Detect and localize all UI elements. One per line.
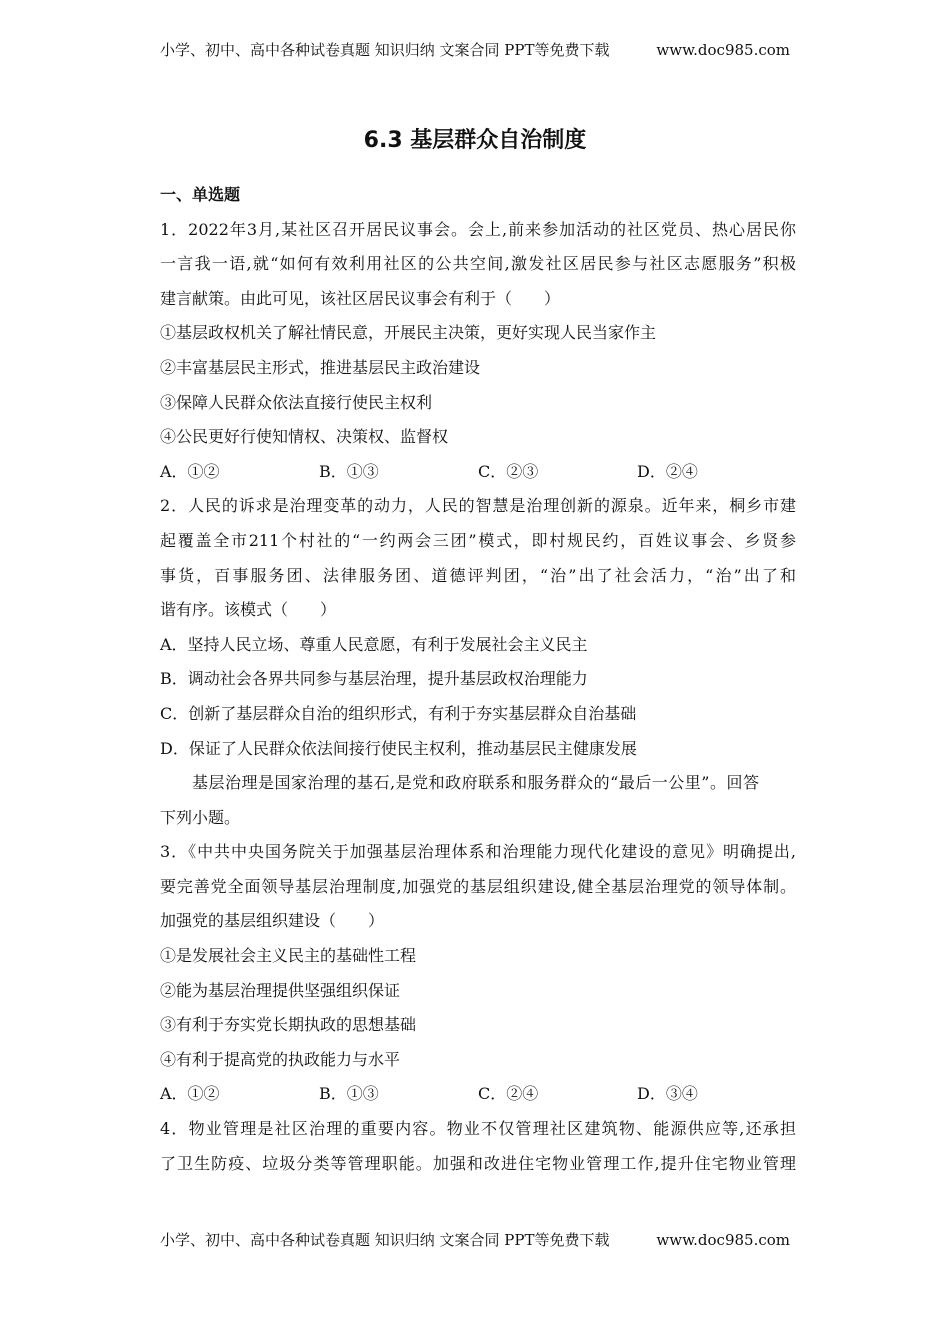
question-2-line: 2．人民的诉求是治理变革的动力，人民的智慧是治理创新的源泉。近年来，桐乡市建 [160,496,796,516]
option-d: D．③④ [637,1084,698,1104]
question-2-line: 事货，百事服务团、法律服务团、道德评判团，“治”出了社会活力，“治”出了和 [160,565,796,585]
option-b: B．调动社会各界共同参与基层治理，提升基层政权治理能力 [160,669,588,689]
question-3-item: ①是发展社会主义民主的基础性工程 [160,946,417,966]
question-3-item: ②能为基层治理提供坚强组织保证 [160,980,401,1000]
intro-line: 下列小题。 [160,807,241,827]
question-3-line: 加强党的基层组织建设（ ） [160,911,385,931]
question-3-item: ④有利于提高党的执政能力与水平 [160,1049,401,1069]
page-footer [160,1230,790,1250]
question-1-line: 建言献策。由此可见，该社区居民议事会有利于（ ） [160,288,561,308]
question-4-line: 了卫生防疫、垃圾分类等管理职能。加强和改进住宅物业管理工作,提升住宅物业管理 [160,1153,796,1173]
header-url[interactable]: www.doc985.com [656,41,790,59]
question-1-line: 1．2022年3月,某社区召开居民议事会。会上,前来参加活动的社区党员、热心居民你 [160,219,796,239]
intro-line: 基层治理是国家治理的基石,是党和政府联系和服务群众的“最后一公里”。回答 [192,773,760,793]
question-2-line: 起覆盖全市211个村社的“一约两会三团”模式，即村规民约，百姓议事会、乡贤参 [160,530,796,550]
question-1-item: ③保障人民群众依法直接行使民主权利 [160,392,433,412]
question-1-item: ④公民更好行使知情权、决策权、监督权 [160,427,449,447]
question-1-line: 一言我一语,就“如何有效利用社区的公共空间,激发社区居民参与社区志愿服务”积极 [160,254,796,274]
question-3-item: ③有利于夯实党长期执政的思想基础 [160,1015,417,1035]
option-d: D．保证了人民群众依法间接行使民主权利，推动基层民主健康发展 [160,738,637,758]
question-3-line: 要完善党全面领导基层治理制度,加强党的基层组织建设,健全基层治理党的领导体制。 [160,876,796,896]
question-3 [160,835,796,1112]
footer-text: 小学、初中、高中各种试卷真题 知识归纳 文案合同 PPT等免费下载 [160,1231,610,1249]
option-d: D．②④ [637,461,698,481]
question-1-item: ①基层政权机关了解社情民意，开展民主决策，更好实现人民当家作主 [160,323,657,343]
question-1-item: ②丰富基层民主形式，推进基层民主政治建设 [160,357,481,377]
option-a: A．①② [160,461,220,481]
option-c: C．②③ [478,461,539,481]
option-b: B．①③ [319,461,379,481]
document-body [160,178,796,1181]
question-group-intro [160,766,796,835]
option-a: A．①② [160,1084,220,1104]
header-text: 小学、初中、高中各种试卷真题 知识归纳 文案合同 PPT等免费下载 [160,41,610,59]
question-3-line: 3．《中共中央国务院关于加强基层治理体系和治理能力现代化建设的意见》明确提出, [160,842,796,862]
question-2-line: 谐有序。该模式（ ） [160,600,337,620]
footer-url[interactable]: www.doc985.com [656,1231,790,1249]
option-a: A．坚持人民立场、尊重人民意愿，有利于发展社会主义民主 [160,634,588,654]
question-1 [160,213,796,490]
question-4-line: 4．物业管理是社区治理的重要内容。物业不仅管理社区建筑物、能源供应等,还承担 [160,1119,796,1139]
question-1-options [160,455,796,490]
page-header [160,40,790,60]
option-c: C．创新了基层群众自治的组织形式，有利于夯实基层群众自治基础 [160,703,637,723]
option-c: C．②④ [478,1084,539,1104]
section-heading: 一、单选题 [160,185,241,204]
option-b: B．①③ [319,1084,379,1104]
page-title: 6.3 基层群众自治制度 [363,128,587,153]
question-3-options [160,1077,796,1112]
question-4 [160,1112,796,1181]
question-2 [160,489,796,766]
